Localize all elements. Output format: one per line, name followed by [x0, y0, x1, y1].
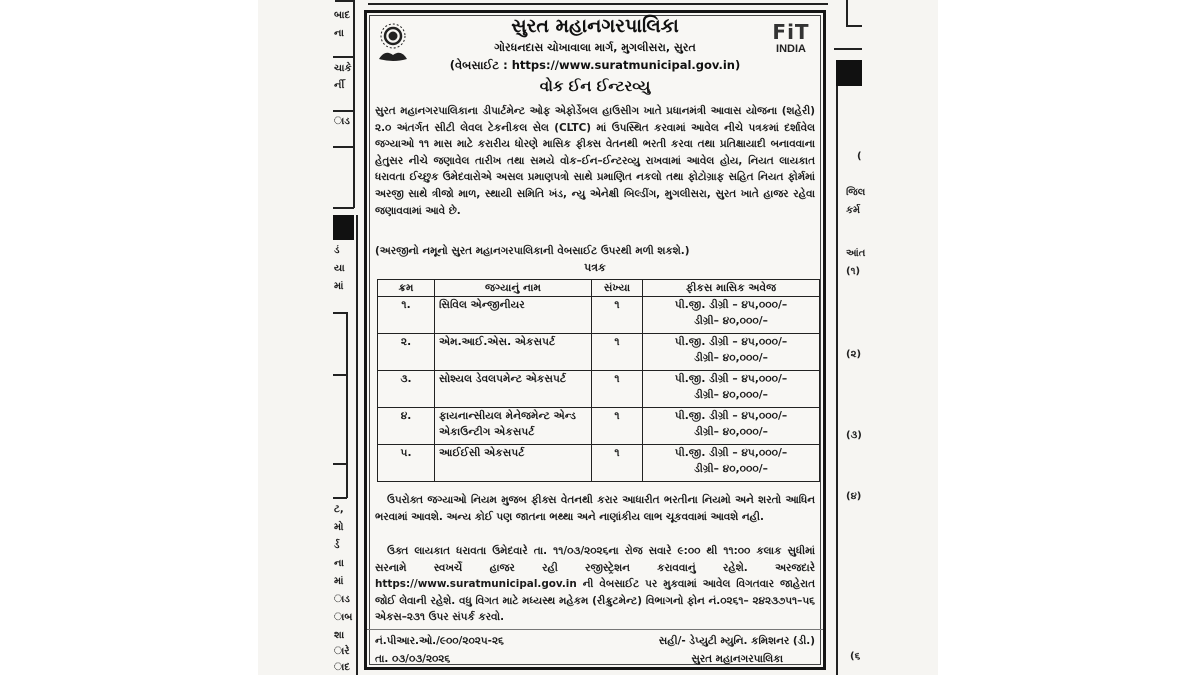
rule — [846, 25, 862, 27]
rule — [836, 86, 838, 675]
col-header-serial: ક્રમ — [378, 280, 435, 297]
pay-pg: પી.જી. ડીગ્રી – ૪૫,૦૦૦/– — [674, 299, 788, 311]
col-header-pay: ફીકસ માસિક અવેજ — [643, 280, 820, 297]
notice-date: તા. ૦૩/૦૩/૨૦૨૬ — [375, 653, 451, 665]
cell-serial: ૩. — [378, 371, 435, 408]
form-note: (અરજીનો નમૂનો સુરત મહાનગરપાલિકાની વેબસાઈટ ઉપરથી મળી શકશે.) — [375, 245, 690, 257]
fragment: ના — [334, 558, 344, 569]
cell-post: સિવિલ એન્જીનીયર — [435, 297, 592, 334]
fragment: (૨) — [846, 349, 862, 360]
walk-in-interview-notice — [364, 10, 826, 670]
fragment: (૪) — [846, 491, 862, 502]
rule — [834, 48, 862, 50]
table-title: પત્રક — [584, 261, 606, 274]
fragment: ારે — [334, 646, 350, 657]
fragment: કર્મ — [846, 205, 861, 216]
black-bar — [333, 215, 354, 240]
table-row — [378, 297, 820, 334]
table-row — [378, 445, 820, 482]
signatory: સહી/- ડેપ્યુટી મ્યુનિ. કમિશનર (ડી.) — [658, 635, 815, 647]
signatory-org: સુરત મહાનગરપાલિકા — [691, 653, 783, 665]
cell-pay — [643, 408, 820, 445]
reference-number: નં.પીઆર.ઓ./૯૦૦/૨૦૨૫-૨૬ — [375, 635, 504, 647]
cell-pay — [643, 297, 820, 334]
fragment: (૩) — [846, 430, 862, 441]
cell-serial: ૧. — [378, 297, 435, 334]
fragment: માં — [334, 576, 344, 587]
cell-count: ૧ — [592, 334, 643, 371]
pay-degree: ડીગ્રી– ૪૦,૦૦૦/– — [694, 315, 768, 327]
footer-divider — [367, 629, 823, 630]
rule — [333, 56, 353, 58]
org-name: સુરત મહાનગરપાલિકા — [511, 15, 679, 37]
fragment: ર્ની — [334, 80, 345, 91]
cell-count: ૧ — [592, 371, 643, 408]
rule — [333, 207, 354, 209]
cell-count: ૧ — [592, 297, 643, 334]
rule — [353, 0, 355, 208]
fragment: (૬ — [850, 651, 861, 662]
top-rule — [368, 3, 828, 5]
cell-post: સોશ્યલ ડેવલપમેન્ટ એકસપર્ટ — [435, 371, 592, 408]
org-address: ગોરધનદાસ ચોખાવાલા માર્ગ, મુગલીસરા, સુરત — [494, 41, 696, 54]
rule — [333, 497, 347, 499]
fragment: ાડ — [334, 116, 350, 127]
fragment: ડં — [334, 245, 340, 256]
table-row — [378, 408, 820, 445]
table-row — [378, 334, 820, 371]
cell-serial: ૨. — [378, 334, 435, 371]
black-bar — [836, 60, 862, 86]
rule — [356, 215, 358, 675]
cell-pay — [643, 334, 820, 371]
fragment: ( — [857, 151, 862, 162]
fragment: બાદ — [334, 10, 351, 21]
fragment: જિલ — [846, 187, 866, 198]
fragment: માં — [334, 281, 344, 292]
cell-post: આઈઈસી એકસપર્ટ — [435, 445, 592, 482]
rule — [346, 312, 348, 498]
rule — [846, 0, 848, 26]
rule — [333, 146, 353, 148]
cell-count: ૧ — [592, 445, 643, 482]
col-header-post: જગ્યાનું નામ — [435, 280, 592, 297]
pay-pg: પી.જી. ડીગ્રી – ૪૫,૦૦૦/– — [674, 410, 788, 422]
rule — [335, 0, 353, 2]
cell-count: ૧ — [592, 408, 643, 445]
pay-degree: ડીગ્રી– ૪૦,૦૦૦/– — [694, 352, 768, 364]
fragment: (૧) — [846, 266, 861, 277]
cell-serial: ૫. — [378, 445, 435, 482]
posts-table — [377, 279, 820, 482]
col-header-count: સંખ્યા — [592, 280, 643, 297]
terms-paragraph: ઉપરોક્ત જગ્યાઓ નિયમ મુજબ ફીક્સ વેતનથી કરાર આધારીત ભરતીના નિયમો અને શરતો આધિન ભરવામાં આવશે. અન્ય કોઈ પણ જાતના ભથ્થા અને નાણાંકીય લાભ ચૂકવવામાં આવશે નહી. — [375, 494, 815, 523]
fragment: ાદ — [334, 662, 350, 673]
fragment: ર્ડ — [334, 540, 340, 551]
fragment: મો — [334, 522, 344, 533]
registration-paragraph: ઉક્ત લાયકાત ધરાવતા ઉમેદવારે તા. ૧૧/૦૩/૨૦૨૬ના રોજ સવારે ૯:૦૦ થી ૧૧:૦૦ કલાક સુધીમાં સરનામે સ્વખર્ચે હાજર રહી રજીસ્ટ્રેશન કરાવવાનું રહેશે. અરજદારે https://www.suratmunicipal.gov.in ની વેબસાઈટ પર મુકવામાં આવેલ વિગતવાર જાહેરાત જોઈ લેવાની રહેશે. વધુ વિગત માટે મધ્યસ્થ મહેકમ (રીક્રુટમેન્ટ) વિભાગનો ફોન નં.૦૨૬૧– ૨૪૨૩૭૫૧–૫૬ એકસ–૨૩૧ ઉપર સંપર્ક કરવો. — [375, 545, 815, 624]
india-logo-text: INDIA — [776, 43, 806, 55]
pay-pg: પી.જી. ડીગ્રી – ૪૫,૦૦૦/– — [674, 447, 788, 459]
rule — [333, 463, 347, 465]
pay-degree: ડીગ્રી– ૪૦,૦૦૦/– — [694, 389, 768, 401]
pay-pg: પી.જી. ડીગ્રી – ૪૫,૦૦૦/– — [674, 373, 788, 385]
cell-post: એમ.આઈ.એસ. એકસપર્ટ — [435, 334, 592, 371]
cell-pay — [643, 445, 820, 482]
fragment: ના — [334, 28, 344, 39]
table-row — [378, 371, 820, 408]
fragment: આંત — [846, 248, 866, 259]
fragment: યા — [334, 263, 345, 274]
fragment: ાબ — [334, 612, 353, 623]
rule — [333, 110, 353, 112]
fragment: ચાકે — [334, 63, 352, 74]
intro-paragraph: સુરત મહાનગરપાલિકાના ડીપાર્ટમેન્ટ ઓફ એફોર્ડેબલ હાઉસીગ ખાતે પ્રધાનમંત્રી આવાસ યોજના (શહેરી) ૨.૦ અંતર્ગત સીટી લેવલ ટેકનીકલ સેલ (CLTC) માં ઉપસ્થિત કરવામાં આવેલ નીચે પત્રકમાં દર્શાવેલ જગ્યાઓ ૧૧ માસ માટે કરારીય ધોરણે માસિક ફીક્સ વેતનથી ભરતી કરવા તથા પ્રતિક્ષાયાદી બનાવવાના હેતુસર નીચે જણાવેલ તારીખ તથા સમયે વોક–ઈન–ઈન્ટરવ્યુ રાખવામાં આવેલ હોય, નિયત લાયકાત ધરાવતા ઈચ્છુક ઉમેદવારોએ અસલ પ્રમાણપત્રો સાથે પ્રમાણિત નકલો તથા ફોટોગ્રાફ સહિત નિયત ફોર્મમાં અરજી સાથે ત્રીજો માળ, સ્થાયી સમિતિ ખંડ, ન્યુ એનેક્ષી બિલ્ડીંગ, મુગલીસરા, સુરત ખાતે હાજર રહેવા જણાવવામાં આવે છે. — [375, 105, 815, 217]
pay-pg: પી.જી. ડીગ્રી – ૪૫,૦૦૦/– — [674, 336, 788, 348]
table-header-row — [378, 280, 820, 297]
cell-serial: ૪. — [378, 408, 435, 445]
pay-degree: ડીગ્રી– ૪૦,૦૦૦/– — [694, 463, 768, 475]
fragment: શા — [334, 630, 345, 641]
cell-pay — [643, 371, 820, 408]
fragment: ટ, — [334, 504, 344, 515]
fit-logo-text: FiT — [772, 20, 810, 44]
notice-title: વોક ઈન ઈન્ટરવ્યુ — [539, 77, 651, 95]
pay-degree: ડીગ્રી– ૪૦,૦૦૦/– — [694, 426, 768, 438]
rule — [333, 374, 347, 376]
cell-post: ફાયનાન્સીયલ મેનેજમેન્ટ એન્ડ એકાઉન્ટીગ એકસપર્ટ — [435, 408, 592, 445]
fragment: ાડ — [334, 594, 350, 605]
website-line: (વેબસાઈટ : https://www.suratmunicipal.gov.in) — [449, 58, 741, 72]
